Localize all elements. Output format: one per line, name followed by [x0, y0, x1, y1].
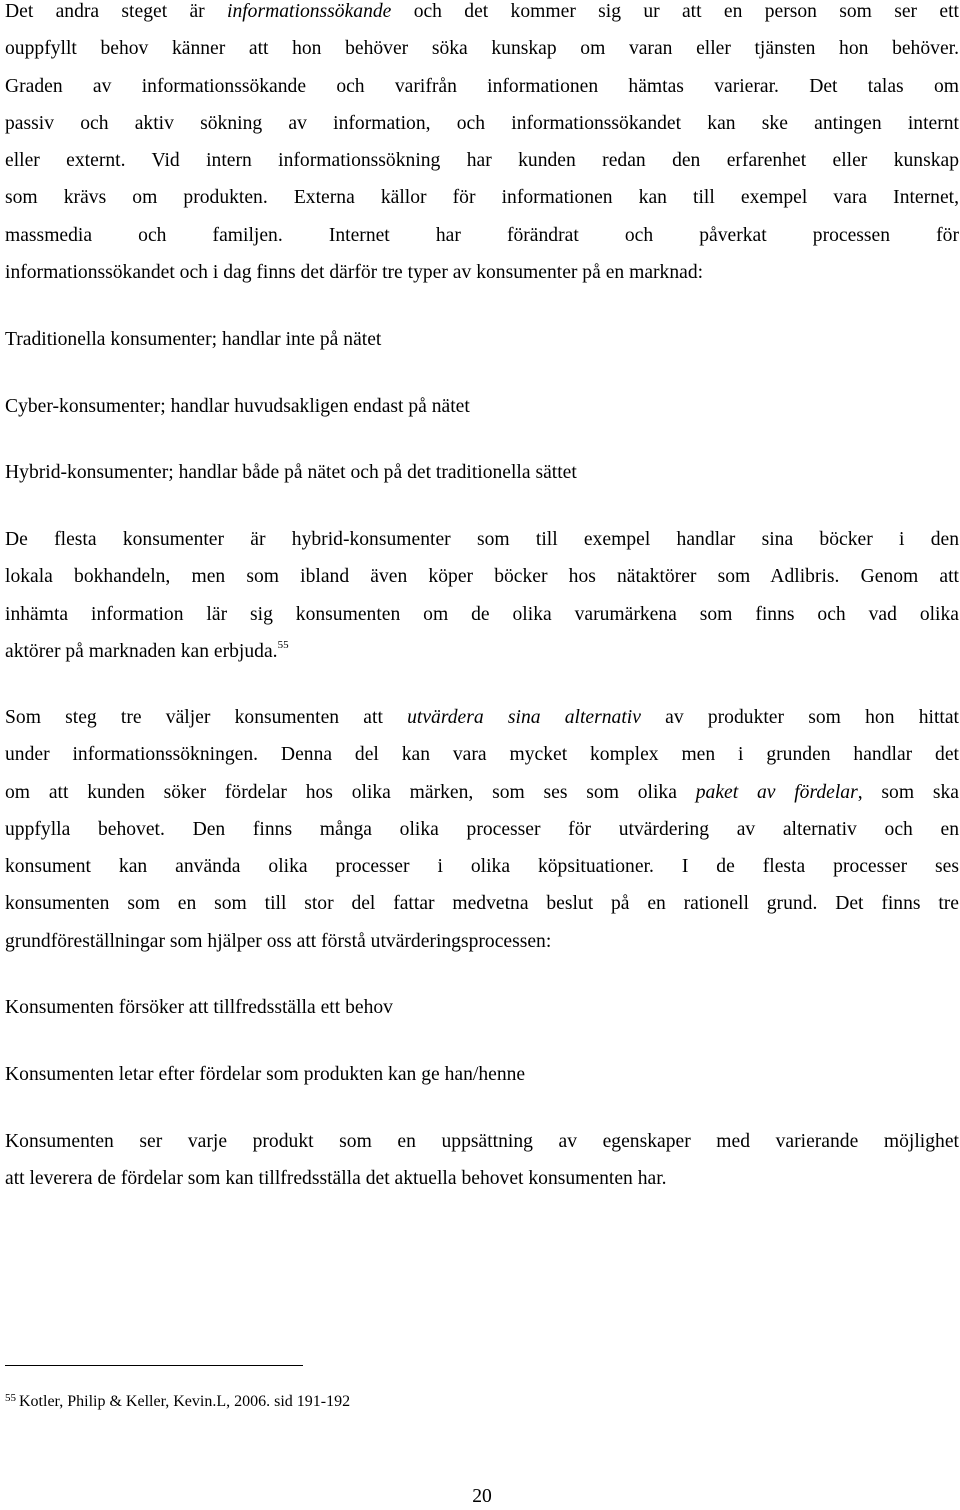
paragraph-line: informationssökandet och i dag finns det därför tre typer av konsumenter på en marknad: — [5, 262, 704, 284]
paragraph-information-search — [5, 0, 959, 291]
paragraph-line: De flesta konsumenter är hybrid-konsumenter som till exempel handlar sina böcker i den — [5, 529, 959, 550]
paragraph-line: konsumenten som en som till stor del fattar medvetna beslut på en rationell grund. Det finns tre — [5, 893, 959, 915]
emphasis-term: paket av fördelar — [695, 781, 858, 803]
paragraph-line: konsument kan använda olika processer i olika köpsituationer. I de flesta processer ses — [5, 856, 959, 878]
footnote-reference: 55 — [277, 638, 289, 651]
paragraph-line: eller externt. Vid intern informationssökning har kunden redan den erfarenhet eller kunskap — [5, 150, 959, 172]
footnote-divider — [5, 1365, 303, 1366]
emphasis-term: informationssökande — [227, 1, 392, 22]
paragraph-line: Som steg tre väljer konsumenten att utvärdera sina alternativ av produkter som hon hittat — [5, 707, 959, 728]
paragraph-line: grundföreställningar som hjälper oss att förstå utvärderingsprocessen: — [5, 930, 552, 952]
paragraph-line: passiv och aktiv sökning av information, och informationssökandet kan ske antingen internt — [5, 112, 959, 134]
emphasis-term: utvärdera sina alternativ — [407, 707, 641, 728]
paragraph-line: lokala bokhandeln, men som ibland även köper böcker hos nätaktörer som Adlibris. Genom att — [5, 566, 959, 588]
list-item-line: att leverera de fördelar som kan tillfredsställa det aktuella behovet konsumenten har. — [5, 1168, 667, 1190]
paragraph-line: aktörer på marknaden kan erbjuda.$^{55}$ — [5, 638, 289, 662]
paragraph-hybrid-consumers — [5, 521, 959, 670]
paragraph-line: Graden av informationssökande och varifrån informationen hämtas varierar. Det talas om — [5, 75, 959, 97]
list-item: Konsumenten försöker att tillfredsställa ett behov — [5, 997, 393, 1018]
consumer-type-cyber — [5, 388, 959, 425]
paragraph-line: inhämta information lär sig konsumenten om de olika varumärkena som finns och vad olika — [5, 603, 959, 625]
paragraph-line: ouppfyllt behov känner att hon behöver söka kunskap om varan eller tjänsten hon behöver. — [5, 38, 959, 60]
list-item: Hybrid-konsumenter; handlar både på nätet och på det traditionella sättet — [5, 462, 577, 483]
list-item: Cyber-konsumenter; handlar huvudsakligen endast på nätet — [5, 396, 470, 417]
paragraph-evaluate-alternatives — [5, 699, 959, 960]
paragraph-line: Det andra steget är informationssökande och det kommer sig ur att en person som ser ett — [5, 1, 959, 22]
footnote — [5, 1390, 350, 1414]
paragraph-line: uppfylla behovet. Den finns många olika processer för utvärdering av alternativ och en — [5, 818, 959, 840]
assumption-satisfy-need — [5, 989, 959, 1026]
consumer-type-traditional — [5, 321, 959, 358]
list-item: Traditionella konsumenter; handlar inte på nätet — [5, 329, 382, 350]
footnote-number: 55 — [5, 1392, 16, 1404]
assumption-product-attributes — [5, 1123, 959, 1198]
consumer-type-hybrid — [5, 454, 959, 491]
list-item: Konsumenten letar efter fördelar som produkten kan ge han/henne — [5, 1064, 526, 1085]
paragraph-line: som krävs om produkten. Externa källor för informationen kan till exempel vara Internet, — [5, 187, 959, 209]
page-number: 20 — [472, 1486, 492, 1507]
assumption-seek-benefits — [5, 1056, 959, 1093]
paragraph-line: under informationssökningen. Denna del kan vara mycket komplex men i grunden handlar det — [5, 744, 959, 766]
paragraph-line: om att kunden söker fördelar hos olika märken, som ses som olika paket av fördelar, som ska — [5, 781, 959, 803]
paragraph-line: massmedia och familjen. Internet har förändrat och påverkat processen för — [5, 224, 959, 246]
footnote-text: Kotler, Philip & Keller, Kevin.L, 2006. sid 191-192 — [19, 1393, 351, 1410]
list-item-line: Konsumenten ser varje produkt som en uppsättning av egenskaper med varierande möjlighet — [5, 1131, 959, 1152]
